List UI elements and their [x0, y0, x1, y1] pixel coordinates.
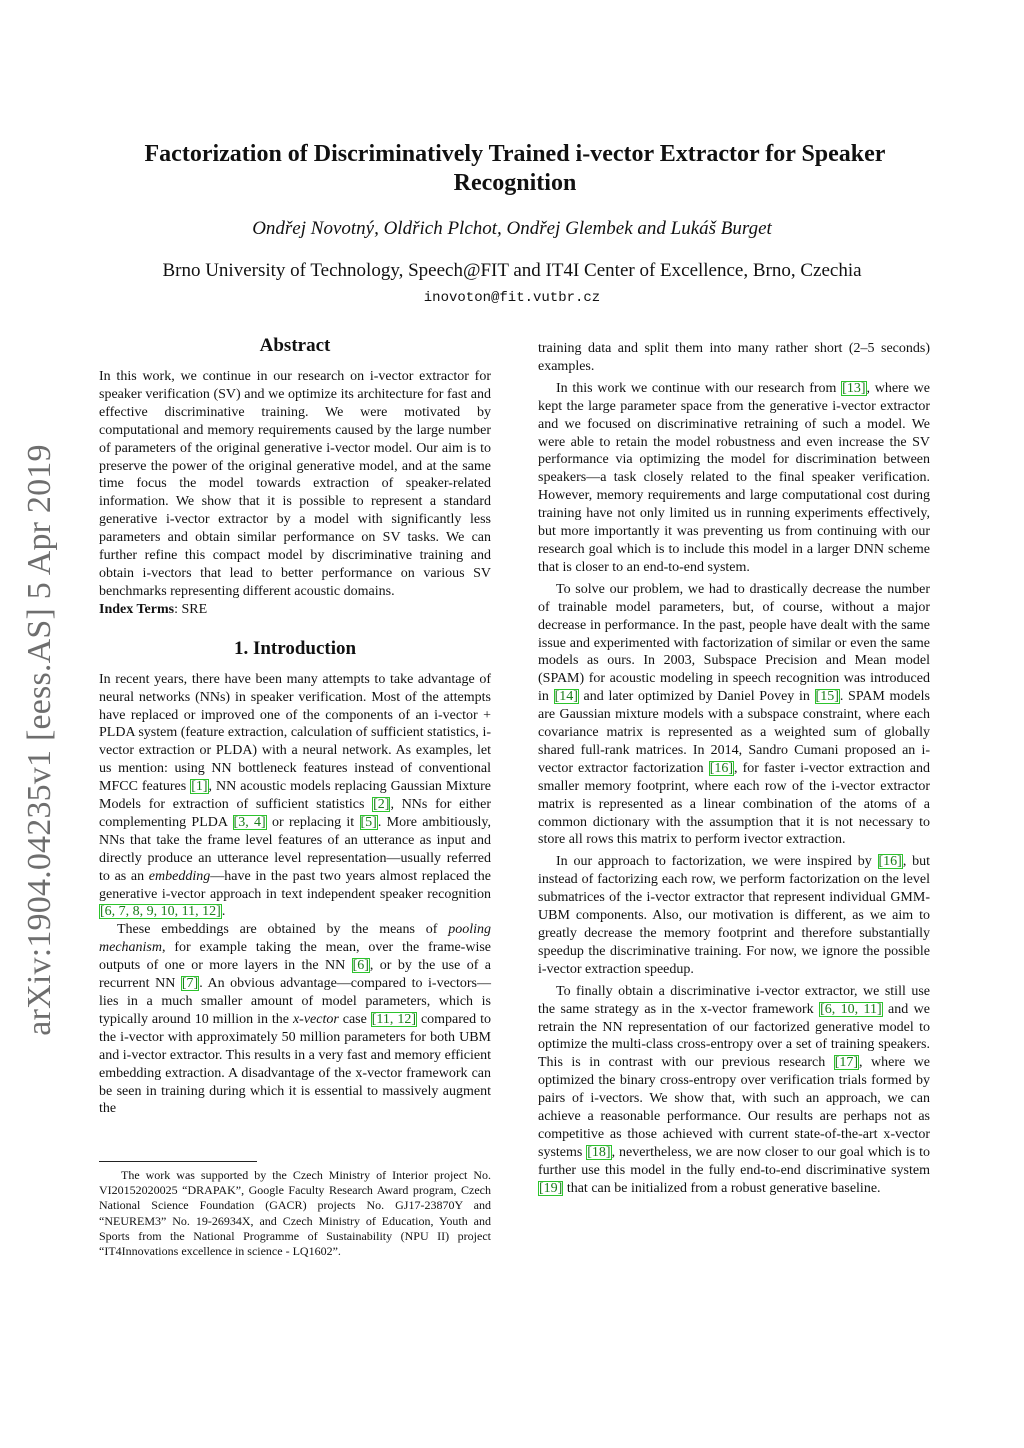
text-run: , where we optimized the binary cross-entropy over verification trials formed by pairs of i-vectors. We show that, with such an approach, we can achieve a reasonable performance. Our results are perhaps not as competitive as those achieved with current state-of-the-art x-vector systems [538, 1055, 931, 1160]
text-run: that can be initialized from a robust generative baseline. [563, 1180, 881, 1196]
text-run: , NNs for either complementing PLDA [99, 797, 491, 830]
citation-link[interactable]: [16] [878, 854, 902, 870]
author-affiliation: Brno University of Technology, Speech@FIT and IT4I Center of Excellence, Brno, Czechia [162, 260, 862, 281]
right-paragraph-0: training data and split them into many rather short (2–5 seconds) examples. [538, 341, 930, 374]
index-terms-label: Index Terms [99, 601, 175, 617]
footnote [99, 1161, 491, 1259]
citation-link[interactable]: [6] [352, 958, 369, 974]
citation-link[interactable]: [3, 4] [233, 814, 266, 830]
right-paragraph-1 [538, 380, 930, 577]
text-run: , for example taking the mean, over the frame-wise outputs of one or more layers in the NN [99, 940, 491, 974]
citation-link[interactable]: [14] [554, 689, 578, 705]
text-run: . More ambitiously, NNs that take the frame level features of an utterance as input and directly produce an utterance level representation—usually referred to as an [99, 814, 491, 884]
citation-link[interactable]: [6, 7, 8, 9, 10, 11, 12] [100, 904, 221, 920]
text-run: In our approach to factorization, we were inspired by [556, 854, 878, 870]
paper-title: Factorization of Discriminatively Trained i-vector Extractor for Speaker Recognition [144, 141, 886, 197]
text-run: compared to the i-vector with approximately 50 million parameters for both UBM and i-vector extractor. This results in a very fast and memory efficient embedding extraction. A disadvantage of the x-vector framework can be seen in training during which it is essential to massively augment the [99, 1011, 491, 1117]
text-run: , NN acoustic models replacing Gaussian Mixture Models for extraction of sufficient statistics [99, 779, 492, 813]
arxiv-identifier-stamp: arXiv:1904.04235v1 [eess.AS] 5 Apr 2019 [21, 444, 58, 1036]
text-run: , nevertheless, we are now closer to our goal which is to further use this model in the fully end-to-end discriminative system [538, 1144, 930, 1178]
citation-link[interactable]: [1] [191, 779, 208, 795]
right-paragraph-4 [538, 983, 930, 1198]
introduction-heading: 1. Introduction [233, 637, 357, 659]
intro-paragraph-2 [99, 921, 491, 1118]
citation-link[interactable]: [5] [360, 814, 377, 830]
abstract-heading: Abstract [259, 335, 331, 356]
emphasis-text: pooling mechanism [99, 922, 491, 956]
text-run: These embeddings are obtained by the means of [117, 922, 449, 938]
text-run: case [338, 1011, 371, 1027]
text-run: To solve our problem, we had to drastically decrease the number of trainable model parameters, but, of course, without a major decrease in performance. In the past, people have dealt with the same issue and experimented with factorization of similar or even the same models as ours. In 2003, Subspace Precision and Mean model (SPAM) for acoustic modeling in speech recognition was introduced in [538, 581, 930, 705]
emphasis-text: x-vector [292, 1011, 339, 1027]
text-run: . An obvious advantage—compared to i-vectors—lies in a much smaller amount of model parameters, which is typically around 10 million in the [99, 976, 491, 1027]
author-list: Ondřej Novotný, Oldřich Plchot, Ondřej Glembek and Lukáš Burget [252, 218, 772, 239]
text-run: . SPAM models are Gaussian mixture models with a subspace constraint, where each covariance matrix is represented as a weighted sum of globally shared full-rank matrices. In 2014, Sandro Cumani proposed an i-vector extractor factorization [538, 689, 930, 776]
citation-link[interactable]: [7] [181, 976, 199, 992]
text-run: To finally obtain a discriminative i-vector extractor, we still use the same strategy as in the x-vector framework [538, 983, 930, 1017]
text-run: , for faster i-vector extraction and smaller memory footprint, where each row of the i-vector extractor matrix is represented as a linear combination of the atoms of a common dictionary with the assumption that it is not necessary to store all rows this matrix to perform ivector extraction. [538, 760, 930, 848]
text-run: , where we kept the large parameter space from the generative i-vector extractor and we focused on discriminative retraining of such a model. We were able to retain the model robustness and even increase the SV performance via optimizing the model for discrimination between speakers—a task closely related to the final speaker verification. However, memory requirements and large computational cost during training have not only limited us in running experiments effectively, but more importantly it was preventing us from continuing with our research goal which is to include this model in a larger DNN scheme that is closer to an end-to-end system. [538, 380, 930, 575]
right-column [538, 340, 930, 1198]
emphasis-text: embedding [148, 868, 211, 884]
left-column [99, 334, 491, 1118]
abstract-text: In this work, we continue in our research on i-vector extractor for speaker verification (SV) and we optimize its architecture for fast and effective discriminative training. We were motivated by computational and memory requirements caused by the large number of parameters of the original generative i-vector model. Our aim is to preserve the power of the original generative model, and at the same time focus the model towards extraction of speaker-related information. We show that it is possible to represent a standard generative i-vector extractor by a model with significantly less parameters and obtain similar performance on SV tasks. We can further refine this compact model by discriminative training and obtain i-vectors that lead to better performance on various SV benchmarks representing different acoustic domains. [99, 369, 491, 599]
citation-link[interactable]: [16] [709, 760, 734, 776]
citation-link[interactable]: [18] [587, 1144, 611, 1160]
footnote-text: The work was supported by the Czech Ministry of Interior project No. VI20152020025 “DRAPAK”, Google Faculty Research Award program, Czech National Science Foundation (GACR) projects No. GJ17-23870Y and “NEUREM3” No. 19-26934X, and Czech Ministry of Education, Youth and Sports from the National Programme of Sustainability (NPU II) project “IT4Innovations excellence in science - LQ1602”. [99, 1168, 491, 1259]
citation-link[interactable]: [17] [834, 1055, 859, 1071]
text-run: —have in the past two years almost replaced the generative i-vector approach in text independent speaker recognition [99, 868, 491, 902]
text-run: , but instead of factorizing each row, we perform factorization on the level submatrices of the i-vector extractor that represent individual GMM-UBM components. Also, our motivation is different, as we aim to greatly decrease the memory footprint and therefore substantially speedup the discriminative training. For now, we ignore the possible i-vector extraction speedup. [538, 854, 931, 977]
text-run: In this work we continue with our research from [556, 380, 842, 396]
text-run: . [221, 904, 226, 920]
text-run: or replacing it [266, 814, 360, 830]
citation-link[interactable]: [15] [815, 689, 839, 705]
citation-link[interactable]: [19] [539, 1180, 563, 1196]
citation-link[interactable]: [11, 12] [371, 1011, 417, 1027]
citation-link[interactable]: [13] [842, 380, 866, 396]
author-email: inovoton@fit.vutbr.cz [423, 290, 601, 306]
right-paragraph-2 [538, 581, 930, 850]
text-run: In recent years, there have been many attempts to take advantage of neural networks (NNs) in speaker verification. Most of the attempts have replaced or improved one of the components of an i-vector + PLDA system (feature extraction, calculation of sufficient statistics, i-vector extraction or PLDA) with a neural network. As examples, let us mention: using NN bottleneck features instead of conventional MFCC features [99, 671, 491, 795]
index-terms-value: : SRE [174, 601, 208, 617]
text-run: and we retrain the NN representation of our factorized generative model to optimize the multi-class cross-entropy over a set of training speakers. This is in contrast with our previous research [538, 1001, 930, 1071]
citation-link[interactable]: [6, 10, 11] [820, 1001, 882, 1017]
text-run: and later optimized by Daniel Povey in [578, 689, 815, 705]
right-paragraph-3 [538, 853, 930, 978]
footnote-divider [99, 1161, 257, 1162]
intro-paragraph-1 [99, 671, 491, 922]
text-run: , or by the use of a recurrent NN [99, 958, 491, 992]
citation-link[interactable]: [2] [373, 797, 390, 813]
index-terms [99, 601, 491, 619]
